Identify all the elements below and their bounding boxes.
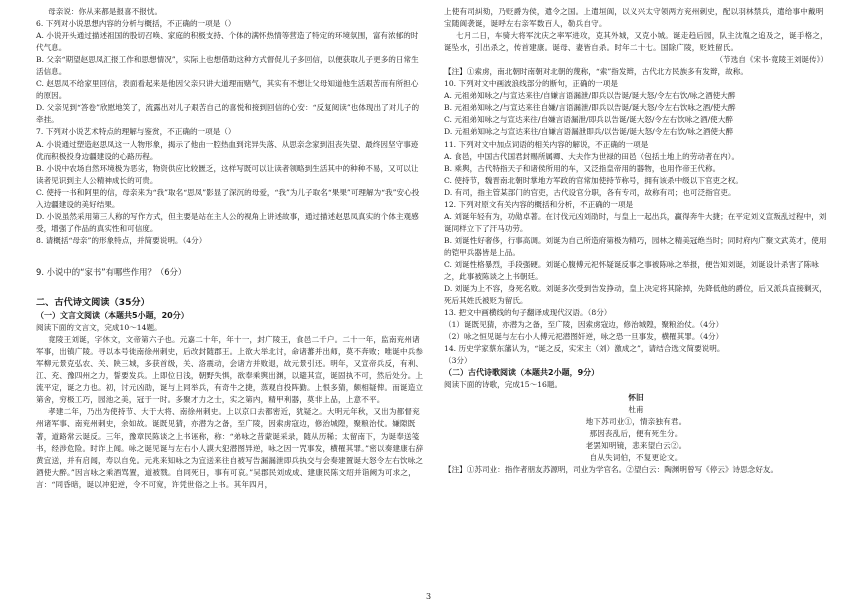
q11-option-c: C. 使持节，魏晋南北朝时掌地方军政的官常加使持节称号，拥有该杀中级以下官吏之权。 — [444, 175, 743, 185]
poem-line: 老罢知明镜，悲来望白云②。 — [585, 440, 687, 450]
poem-line: 自从失词伯，不复更论文。 — [589, 452, 683, 462]
q12-option-b: B. 刘诞性好奢侈，行事高调。刘诞为自己所造府第极为精巧，园林之精美冠绝当时；同时府内广聚文武英才，使用的铠甲兵器皆是上品。 — [444, 235, 827, 257]
subsection-1-heading: （一）文言文阅读（本题共5小题，20分） — [36, 311, 189, 321]
right-column — [444, 6, 828, 476]
q11-option-b: B. 乘舆，古代特指天子和诸侯所用的车，又泛指皇帝用的器物，也用作帝王代称。 — [444, 163, 721, 173]
question-11: 11. 下列对文中加点词语的相关内容的解说，不正确的一项是 — [444, 139, 649, 149]
page-number: 3 — [426, 592, 432, 601]
q7-option-c: C. 使持一书和阿里的信，母亲来为“我”取名“思凤”影显了深沉的母爱，“我”为儿子取名“果果”可理解为“我”安心投入边疆建设的美好结果。 — [36, 187, 420, 209]
passage-source: （节选自《宋书·竟陵王刘诞传》） — [715, 55, 828, 65]
subsection-1-instruction: 阅读下面的文言文，完成10～14题。 — [36, 323, 162, 333]
q12-option-c: C. 刘诞性格暴烈，手段强硬。刘诞心腹傅元祀怀疑诞反事之事被陈咏之举报，便告知刘诞，刘诞设计杀害了陈咏之，此事被陈谈之上书朝廷。 — [444, 259, 819, 282]
left-column — [36, 6, 424, 491]
passage-continued-1: 上使有司糾劾，乃贬爵为侯，遣令之国。上遣垣阆，以义兴太守领两方兖州刺史，配以羽林禁兵，遣给事中戴明宝随阆袭诞，诞呼左右亲军数百人，勒兵自守。 — [444, 7, 824, 29]
poem — [444, 392, 828, 464]
q10-option-b: B. 元祖弟知咏之/与宣达来往自嫌/言语漏泄/即兵以告诞/诞大怒/令左右饮咏之酒/使大醉 — [444, 103, 736, 113]
question-10: 10. 下列对文中画波浪线部分的断句，正确的一项是 — [444, 79, 618, 89]
question-9: 9. 小说中的“家书”有哪些作用？（6分） — [36, 266, 187, 277]
q10-option-a: A. 元祖弟知咏之/与宣达来往/自嫌言语漏泄/即兵以告诞/诞大怒/令左右饮/咏之酒使大醉 — [444, 91, 736, 101]
section-2-heading: 二、古代诗文阅读（35分） — [36, 296, 150, 308]
poem-note: 【注】①苏司业：指作者朋友苏源明，司业为学官名。②望白云：陶渊明曾写《停云》诗思念好友。 — [444, 464, 779, 474]
q6-option-c: C. 赵思凤不给家里回信，表面看起来是他因父亲只讲大道理而赌气，其实有不想让父母知道他生活艰苦而有所担心的原因。 — [36, 79, 419, 101]
passage-continued-2: 七月二日，车骑大将军沈庆之率军进攻，克其外城，又克小城。诞走趋后园，队主沈胤之追及之，诞手格之，诞坠水，引出杀之，传首建康。诞母、妻皆自杀。时年二十七。国除广陵，贬姓留氏。 — [444, 31, 828, 53]
q11-option-d: D. 有司，指主管某部门的官吏，古代设官分职，各有专司，故称有司；也可泛指官吏。 — [444, 187, 736, 197]
q7-option-d: D. 小说虽然采用第三人称的写作方式，但主要是站在主人公的视角上讲述故事，通过描述赵思凤真实的个体主观感受，增强了作品的真实性和可信度。 — [36, 211, 419, 233]
q13-item-1: （1）诞既见猜，亦潜为之备，至广陵，因索虏寇边，修治城隍，聚粮治仗。（4分） — [444, 320, 724, 330]
question-6: 6. 下列对小说思想内容的分析与概括，不正确的一项是（） — [36, 19, 236, 29]
q10-option-c: C. 元祖弟知咏之与宣达来往/自嫌言语漏泄/即兵以告诞/诞大怒/令左右饮咏之酒/使大醉 — [444, 115, 733, 125]
poem-title: 怀旧 — [628, 392, 644, 402]
q12-option-d: D. 刘诞为上不容，身死名败。刘诞多次受到告发挣动，皇上决定将其除掉，先降低他的爵位，后又派兵直接剿灭，死后其姓氏被贬为留氏。 — [444, 284, 827, 306]
poem-line: 地下苏司业①，情亲独有君。 — [585, 416, 687, 426]
question-14-score: （3分） — [444, 356, 472, 366]
q11-option-a: A. 食邑，中国古代国君封赐所属卿、大夫作为世禄的田邑（包括土地上的劳动者在内）。 — [444, 151, 740, 161]
question-13: 13. 把文中画横线的句子翻译成现代汉语。（8分） — [444, 308, 612, 318]
poem-author: 杜甫 — [628, 404, 644, 414]
q10-option-d: D. 元祖弟知咏之与宣达来往/自嫌言语漏泄即兵/以告诞/诞大怒/令左右饮/咏之酒使大醉 — [444, 127, 734, 137]
q7-option-b: B. 小说中农场自然环境极为恶劣，物资供应比较匮乏，这样写既可以让读者领略到生活其中的种种不易，又可以让读者见识到主人公精神成长的可贵。 — [36, 163, 419, 185]
q6-option-b: B. 父亲“期望赵思凤汇报工作和思想情况”，实际上也想借助这种方式督促儿子多回信，以便获取儿子更多的日常生活信息。 — [36, 55, 419, 77]
q7-option-a: A. 小说通过塑造赵思凤这一人物形象，揭示了他由一腔热血到诧异失落、从思亲念家到沮丧失望、最终因坚守事迹优而积极投身边疆建设的心路历程。 — [36, 139, 419, 161]
question-12: 12. 下列对原文有关内容的概括和分析，不正确的一项是 — [444, 199, 634, 209]
passage-note: 【注】①索虏，南北朝时南朝对北朝的蔑称，“索”指发辫，古代北方民族多有发辫，故称。 — [444, 67, 748, 77]
question-7: 7. 下列对小说艺术特点的理解与鉴赏，不正确的一项是（） — [36, 127, 236, 137]
q6-option-a: A. 小说开头通过描述祖国的股切召唤、家庭的积极支持、个体的满怀热情等营造了特定的环境氛围，富有浓郁的时代气息。 — [36, 31, 419, 53]
question-8: 8. 请概括“母亲”的形象特点，并简要说明。（4分） — [36, 235, 207, 245]
subsection-2-instruction: 阅读下面的诗歌，完成15～16题。 — [444, 380, 563, 390]
question-14: 14. 历史学家蔡东藩认为，“诞之反，实宋主（刘）激成之”，请结合选文简要说明。 — [444, 344, 725, 354]
passage-paragraph-1: 竟陵王刘诞，字休文，文帝第六子也。元嘉二十年，年十一，封广陵王，食邑二千户。二十一年，监南兖州诸军事，出镇广陵。寻以本号徙南徐州刺史，后改封随郡王。上欲大举北讨，命诸蕃并出师，莫不奔败；唯诞中兵参军柳元景克弘农、关、陕三城，多获首级，关、洛震动，会诸方并败退，故元景引还。明年，又宣帝兵反，有利、江、充、豫四州之力，誓要发兵。上即位日浅，朝野失惧，欲奉乘舆出渊，以避其宣，诞固执不可，然后处分。上流平定，诞之力也。初，讨元凶劭，诞与上同举兵，有奇牛之捷，蒸观自投阵勤。上恨多猜，颇相疑俾。而诞造立第舍，穷极工巧，园池之美，冠于一时。多聚才力之士，实之第内，精甲利器，莫非上品，上意不平。 — [36, 335, 424, 405]
top-line: 母亲说：你从来都是报喜不报忧。 — [48, 7, 163, 16]
q13-item-2: （2）咏之恒见诞与左右小人傅元祀潜图奸逆，咏之恐一旦事发，横罹其罪。（4分） — [444, 332, 724, 342]
q6-option-d: D. 父亲见到“答卷”欣慰地笑了，流露出对儿子艰苦自己的喜悦和接到回信的心安：“反复阅读”也体现出了对儿子的牵挂。 — [36, 103, 420, 125]
q12-option-a: A. 刘诞年轻有为，功勋卓著。在讨伐元凶刘劭时，与皇上一起出兵，赢得奔牛大捷；在平定刘义宣叛乱过程中，刘诞同样立下了汗马功劳。 — [444, 211, 827, 233]
passage-paragraph-2: 孝建二年，乃出为使持节、大于大将、南徐州刺史。上以京口去都密近，犹疑之。大明元年秋，又出为都督兖州诸军事、南兖州刺史，余如故。诞既见猜，亦潜为之备，至广陵，因索虏寇边，修治城隍，聚粮治仗。嫌隙既著，道路常云诞反。三年，豫章民陈谈之上书诬称，称：“弟咏之昔蒙诞采录，随从历稀；太留南下，为诞奉送笺书，经涉危险。时诈上闻。咏之诞见诞与左右小人謨大犯潜图异逆，咏之因一咒事发，横罹其罪。”密以奏建康右辞黄宜送，并有启闻，寿以自免。元兆来知咏之为宜送来往自被写告漏漏泄即兵执交与会奏建置诞大怒令左右饮咏之酒使大醉。”因言咏之乘酒骂置，道被戮。自同死日，事有可哀。”吴郡民刘成成、建康民陈文绍并诣阙为可求之，言：“同昏暗，诞以冲犯逆，令不可宽，许凭世俗之上书。其年四月， — [36, 407, 424, 489]
subsection-2-heading: （二）古代诗歌阅读（本题共2小题，9分） — [444, 368, 600, 378]
poem-line: 那因丧乱后，便有死生分。 — [589, 428, 683, 438]
